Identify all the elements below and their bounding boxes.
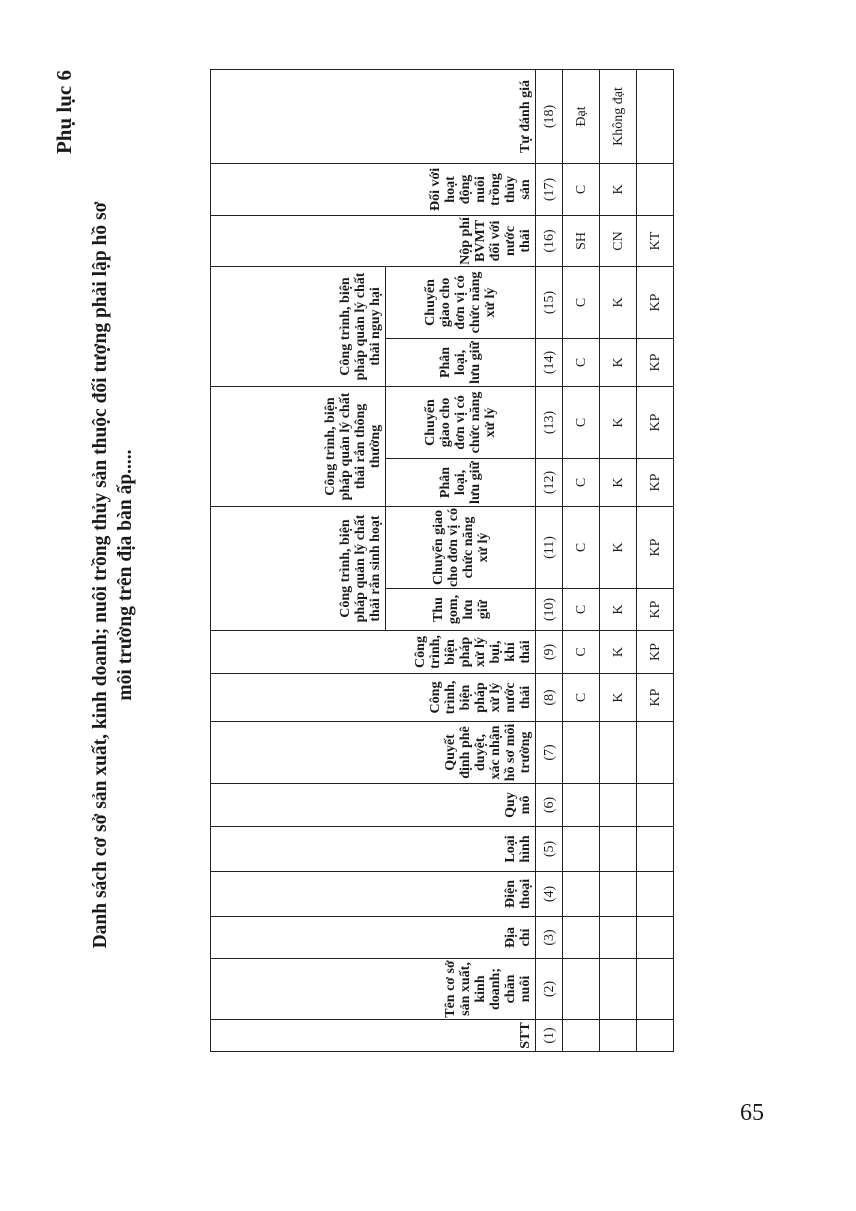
header-wastewater: Công trình, biện pháp xử lý nước thải	[211, 674, 536, 722]
header-fee: Nộp phí BVMT đối với nước thải	[211, 215, 536, 266]
table-cell	[637, 872, 674, 917]
table-cell: K	[600, 507, 637, 589]
document-heading	[88, 70, 138, 1080]
table-cell	[563, 784, 600, 827]
table-cell	[563, 722, 600, 784]
column-number: (2)	[536, 959, 563, 1020]
table-cell	[600, 784, 637, 827]
table-cell: K	[600, 459, 637, 507]
table-cell: KT	[637, 215, 674, 266]
header-address: Địa chỉ	[211, 917, 536, 959]
header-self-eval: Tự đánh giá	[211, 69, 536, 163]
rotated-page	[50, 70, 710, 1080]
column-number: (16)	[536, 215, 563, 266]
table-cell	[600, 722, 637, 784]
page-number: 65	[740, 1100, 764, 1126]
column-number: (17)	[536, 163, 563, 215]
table-cell: Không đạt	[600, 69, 637, 163]
table-cell: K	[600, 589, 637, 631]
table-cell: KP	[637, 631, 674, 674]
table-cell	[637, 722, 674, 784]
heading-line-1: Danh sách cơ sở sản xuất, kinh doanh; nuôi trồng thủy sản thuộc đối tượng phải lập hồ sơ	[90, 201, 111, 949]
table-cell: C	[563, 507, 600, 589]
header-hazard-transfer: Chuyển giao cho đơn vị có chức năng xử lý	[386, 266, 536, 338]
table-cell	[563, 959, 600, 1020]
table-cell: C	[563, 674, 600, 722]
column-number-row	[536, 69, 563, 1051]
table-cell	[563, 827, 600, 872]
column-number: (3)	[536, 917, 563, 959]
table-cell	[600, 872, 637, 917]
table-cell	[637, 827, 674, 872]
table-cell	[637, 163, 674, 215]
header-domestic-group: Công trình, biện pháp quản lý chất thải rắn sinh hoạt	[211, 507, 386, 631]
table-cell: KP	[637, 266, 674, 338]
header-row-top	[211, 69, 386, 1051]
column-number: (15)	[536, 266, 563, 338]
column-number: (14)	[536, 338, 563, 386]
header-decision: Quyết định phê duyệt, xác nhận hồ sơ môi trường	[211, 722, 536, 784]
column-number: (4)	[536, 872, 563, 917]
header-scale: Quy mô	[211, 784, 536, 827]
table-cell	[600, 917, 637, 959]
table-cell: K	[600, 338, 637, 386]
table-cell: KP	[637, 674, 674, 722]
table-cell: KP	[637, 338, 674, 386]
header-dust: Công trình, biện pháp xử lý bụi, khí thải	[211, 631, 536, 674]
table-cell: K	[600, 674, 637, 722]
header-stt: STT	[211, 1020, 536, 1052]
table-cell	[637, 69, 674, 163]
header-domestic-transfer: Chuyển giao cho đơn vị có chức năng xử lý	[386, 507, 536, 589]
table-cell	[600, 1020, 637, 1052]
table-cell: K	[600, 266, 637, 338]
header-hazard-sort: Phân loại, lưu giữ	[386, 338, 536, 386]
column-number: (6)	[536, 784, 563, 827]
table-cell	[563, 1020, 600, 1052]
table-cell	[637, 959, 674, 1020]
column-number: (9)	[536, 631, 563, 674]
table-cell: Đạt	[563, 69, 600, 163]
header-solid-transfer: Chuyển giao cho đơn vị có chức năng xử lý	[386, 386, 536, 458]
table-cell	[637, 1020, 674, 1052]
table-cell: K	[600, 631, 637, 674]
table-cell: C	[563, 266, 600, 338]
table-cell: C	[563, 338, 600, 386]
header-domestic-collect: Thu gom, lưu giữ	[386, 589, 536, 631]
heading-line-2: môi trường trên địa bàn ấp.....	[115, 449, 136, 701]
table-cell: KP	[637, 459, 674, 507]
table-cell: KP	[637, 507, 674, 589]
column-number: (18)	[536, 69, 563, 163]
table-cell: KP	[637, 589, 674, 631]
table-cell: C	[563, 163, 600, 215]
table-cell: K	[600, 163, 637, 215]
column-number: (11)	[536, 507, 563, 589]
table-cell: KP	[637, 386, 674, 458]
column-number: (13)	[536, 386, 563, 458]
table-cell	[637, 917, 674, 959]
column-number: (1)	[536, 1020, 563, 1052]
column-number: (5)	[536, 827, 563, 872]
header-name: Tên cơ sở sản xuất, kinh doanh; chăn nuôi	[211, 959, 536, 1020]
header-aquaculture: Đối với hoạt động nuôi trồng thủy sản	[211, 163, 536, 215]
header-phone: Điện thoại	[211, 872, 536, 917]
column-number: (7)	[536, 722, 563, 784]
table-row	[600, 69, 637, 1051]
appendix-title: Phụ lục 6	[52, 70, 76, 155]
table-cell	[563, 917, 600, 959]
facility-table	[210, 69, 674, 1052]
table-cell: C	[563, 386, 600, 458]
table-cell: C	[563, 631, 600, 674]
table-cell: K	[600, 386, 637, 458]
header-solid-group: Công trình, biện pháp quản lý chất thải rắn thông thường	[211, 386, 386, 506]
column-number: (8)	[536, 674, 563, 722]
table-cell	[637, 784, 674, 827]
header-type: Loại hình	[211, 827, 536, 872]
table-cell: C	[563, 459, 600, 507]
table-cell	[600, 959, 637, 1020]
column-number: (10)	[536, 589, 563, 631]
table-row	[637, 69, 674, 1051]
table-cell: CN	[600, 215, 637, 266]
table-cell: SH	[563, 215, 600, 266]
table-cell: C	[563, 589, 600, 631]
table-row	[563, 69, 600, 1051]
header-solid-sort: Phân loại, lưu giữ	[386, 459, 536, 507]
table-cell	[563, 872, 600, 917]
table-cell	[600, 827, 637, 872]
column-number: (12)	[536, 459, 563, 507]
header-hazard-group: Công trình, biện pháp quản lý chất thải nguy hại	[211, 266, 386, 386]
